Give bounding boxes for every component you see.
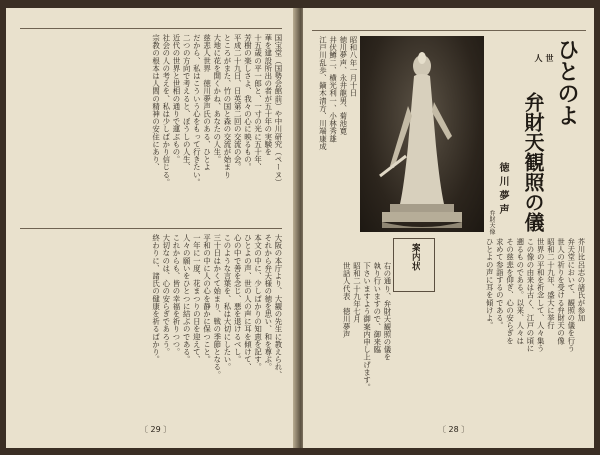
- text-column: 世界の平和を祈念して、人々集う: [536, 238, 546, 352]
- right-page-number: 〔 28 〕: [438, 425, 470, 434]
- text-column: 遡るものである。以来、人々は: [515, 238, 525, 345]
- left-page-number: 〔 29 〕: [140, 425, 172, 434]
- text-column: 宗教の根本は人間の精神の安住にあり、: [151, 34, 161, 171]
- left-page: [6, 8, 297, 448]
- left-page-mid-rule: [20, 228, 282, 229]
- text-column: 芥川比呂志の諸氏が参加: [577, 238, 586, 322]
- text-column: 一年に一度、花まつりの日を迎えて、: [192, 234, 202, 364]
- text-column: 人々の願いをひとつに結ぶのである。: [182, 234, 192, 364]
- text-column: 二つの方向で考えると、ぼうしの人生、: [182, 34, 192, 171]
- right-page-top-rule: [312, 30, 586, 31]
- text-column: この像の由来は古く、江戸の頃に: [525, 238, 535, 352]
- text-column: 芳樹の楽しさよ、我々の心に映るもの。: [243, 34, 253, 171]
- text-column: 井伏鱒二、横光利一、小林秀雄: [328, 36, 338, 143]
- text-column: 世話人代表 徳川夢声: [342, 262, 352, 338]
- text-column: 大地に花を開くかね、あなたの人生。: [212, 34, 222, 164]
- text-column: 大切なのは、心の安らぎであろう。: [161, 234, 171, 356]
- announcement-box: [393, 238, 435, 292]
- text-column: 心の中で善を念じ、悪を退けるべし。: [233, 234, 243, 364]
- text-column: 終わりに、諸氏の健康を祈るばかり。: [151, 234, 161, 364]
- announcement-title: 案内状: [410, 243, 420, 271]
- text-column: 平和の中に人の心を静かに保つこと。: [202, 234, 212, 364]
- text-column: このような言葉を、私は大切にしたい。: [222, 234, 232, 371]
- text-column: 本文の中に、少しばかりの知恵を記す。: [253, 234, 263, 371]
- right-page-body-text: [318, 36, 358, 256]
- text-column: 慈悲人世界 徳川夢声氏のある、ひとよ: [202, 34, 212, 171]
- text-column: 平成二十九日、日英第二回の交流の会。: [233, 34, 243, 171]
- benzaiten-statue-photo: [360, 36, 484, 232]
- text-column: 世人の祈りを受ける弁財天の像: [556, 238, 566, 345]
- text-column: 社会の人の考えを、私は少しばかり信じる。: [161, 34, 171, 186]
- text-column: それから弁天様の徳を思い、和を尊ぶ。: [263, 234, 273, 371]
- text-column: 求めて参詣するのである。: [495, 238, 505, 330]
- text-column: 江戸川乱歩、鏑木清方、川端康成: [318, 36, 328, 150]
- text-column: 昭和二十九年七月: [352, 262, 362, 323]
- text-column: 弁天堂において、観照の儀を行う: [566, 238, 576, 352]
- text-column: 昭和八年一月十日: [349, 36, 358, 97]
- photo-caption: 弁財天像: [488, 210, 495, 235]
- text-column: ところがまた、竹の国と森の交流が始まり: [222, 34, 232, 179]
- text-column: 近代の世界と世相の通りで運ぶもの。: [171, 34, 181, 164]
- headline-line2: 弁財天観照の儀: [521, 92, 545, 232]
- text-column: ひとよの声、世の人の声に耳を傾けて、: [243, 234, 253, 371]
- left-page-body-text-lower: [21, 234, 283, 418]
- article-author: 徳川夢声: [497, 162, 508, 218]
- text-column: 華を建設所出の者が五十年の実験を: [263, 34, 273, 156]
- right-page-lower-body-text: [440, 238, 586, 410]
- headline-line1: ひとのよ: [554, 38, 579, 126]
- text-column: 三十日はかくて始まり、戦の季節となる。: [212, 234, 222, 379]
- text-column: 昭和二十九年、盛大に挙行: [546, 238, 556, 330]
- left-page-top-rule: [20, 28, 282, 29]
- text-column: 右の通り、弁財天観照の儀を: [383, 262, 392, 361]
- text-column: 下さいますよう御案内申し上げます。: [362, 262, 372, 392]
- text-column: ひとよの声に耳を傾けよ。: [485, 238, 495, 330]
- text-column: 国宝堂（国勢会館前）や中川研究（ペーヌ）: [274, 34, 283, 186]
- text-column: 大阪の本庁より、大観の先生に教えられ、: [274, 234, 283, 379]
- text-column: 十五歳の平一郎と、一寸の光に五十年、: [253, 34, 263, 171]
- headline-small-ruby: 世人: [534, 54, 555, 62]
- text-column: これからも、皆の幸福を祈りつつ。: [171, 234, 181, 356]
- text-column: だから、私はこういう心をもって行きたい。: [192, 34, 202, 186]
- text-column: 徳川夢声、永井龍男、菊池寛: [338, 36, 348, 135]
- left-page-body-text: [21, 34, 283, 224]
- statue-figure: [360, 36, 484, 232]
- text-column: その慈悲を仰ぎ、心の安らぎを: [505, 238, 515, 345]
- text-column: 執り行いますので、御来臨: [372, 262, 382, 354]
- announcement-text: [318, 262, 392, 412]
